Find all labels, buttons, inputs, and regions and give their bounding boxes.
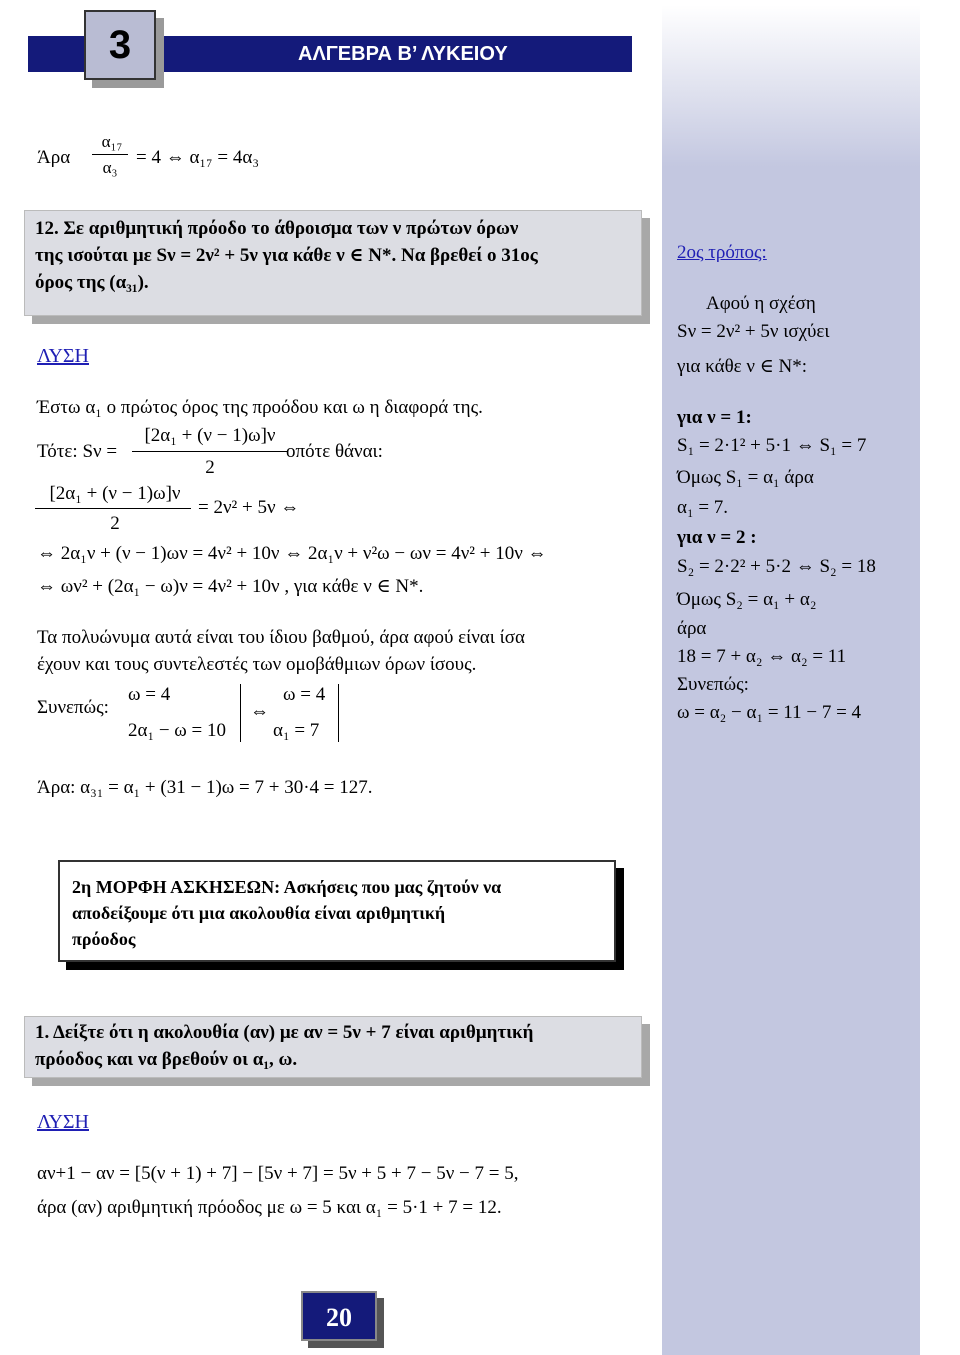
intro-frac-num: α₁₇ (101, 132, 123, 151)
sidebar-line6: Όμως S₁ = α₁ άρα (677, 467, 814, 488)
solution1-line2-prefix: Τότε: Sν = (37, 441, 118, 462)
problem12-line2: της ισούται με Sν = 2ν² + 5ν για κάθε ν ∈ N*. Να βρεθεί ο 31ος (35, 245, 538, 266)
form2-box (58, 860, 616, 962)
intro-rest: = 4 ⇔ α₁₇ = 4α₃ (136, 147, 259, 168)
system-arrow: ⇔ (250, 701, 269, 722)
sidebar-line14: ω = α₂ − α₁ = 11 − 7 = 4 (677, 702, 862, 723)
system-left-eq2: 2α₁ − ω = 10 (128, 720, 227, 741)
problem1-box (24, 1016, 642, 1078)
intro-frac-bar (92, 154, 128, 155)
sidebar-line8: για ν = 2 : (677, 527, 757, 548)
solution1-line4: ⇔ 2α₁ν + (ν − 1)ων = 4ν² + 10ν ⇔ 2α₁ν + ν²ω − ων = 4ν² + 10ν ⇔ (37, 543, 547, 564)
solution1-line1: Έστω α₁ ο πρώτος όρος της προόδου και ω η διαφορά της. (37, 397, 483, 418)
solution2-line2: άρα (αν) αριθμητική πρόοδος με ω = 5 και α₁ = 5·1 + 7 = 12. (37, 1197, 502, 1218)
sidebar-line1: Αφού η σχέση (706, 293, 816, 314)
problem12-line1: 12. Σε αριθμητική πρόοδο το άθροισμα των ν πρώτων όρων (35, 218, 519, 239)
problem1-line1: 1. Δείξτε ότι η ακολουθία (αν) με αν = 5ν + 7 είναι αριθμητική (35, 1022, 534, 1043)
sidebar-line5: S₁ = 2·1² + 5·1 ⇔ S₁ = 7 (677, 435, 867, 456)
system-right-eq1: ω = 4 (283, 684, 326, 705)
solution1-line2-frac-bar (132, 451, 288, 452)
sidebar-line13: Συνεπώς: (677, 674, 749, 695)
solution1-line3-frac-den: 2 (110, 513, 120, 534)
sidebar-line3: για κάθε ν ∈ N*: (677, 356, 808, 377)
intro-prefix: Άρα (37, 147, 71, 168)
sidebar-line9: S₂ = 2·2² + 5·2 ⇔ S₂ = 18 (677, 556, 876, 577)
page-number: 20 (301, 1291, 377, 1341)
problem12-line3: όρος της (α₃₁). (35, 272, 149, 293)
form2-line3: πρόοδος (72, 929, 136, 949)
solution2-line1: αν+1 − αν = [5(ν + 1) + 7] − [5ν + 7] = 5ν + 5 + 7 − 5ν − 7 = 5, (37, 1163, 519, 1184)
sidebar-line4: για ν = 1: (677, 407, 752, 428)
system-brace-left (232, 684, 241, 742)
sidebar-heading: 2ος τρόπος: (677, 242, 767, 263)
sidebar-line10: Όμως S₂ = α₁ + α₂ (677, 589, 817, 610)
solution1-line2-suffix: οπότε θάναι: (286, 441, 383, 462)
sidebar-line11: άρα (677, 618, 707, 639)
form2-line2: αποδείξουμε ότι μια ακολουθία είναι αριθμητική (72, 903, 446, 923)
solution1-line2-frac-den: 2 (205, 457, 215, 478)
solution1-therefore: Συνεπώς: (37, 697, 109, 718)
intro-frac-den: α₃ (102, 158, 118, 177)
solution1-line5: ⇔ ων² + (2α₁ − ω)ν = 4ν² + 10ν , για κάθε ν ∈ N*. (37, 576, 424, 597)
system-right-eq2: α₁ = 7 (273, 720, 320, 741)
sidebar-line7: α₁ = 7. (677, 497, 729, 518)
solution2-heading: ΛΥΣΗ (37, 1111, 89, 1133)
solution1-line7: έχουν και τους συντελεστές των ομοβάθμιων όρων ίσους. (37, 654, 477, 675)
solution1-line3-frac-bar (35, 508, 191, 509)
system-left-eq1: ω = 4 (128, 684, 171, 705)
chapter-number: 3 (84, 10, 156, 80)
solution1-line3-frac-num: [2α₁ + (ν − 1)ω]ν (49, 483, 181, 504)
form2-line1: 2η ΜΟΡΦΗ ΑΣΚΗΣΕΩΝ: Ασκήσεις που μας ζητούν να (72, 877, 502, 897)
sidebar-line2: Sν = 2ν² + 5ν ισχύει (677, 321, 830, 342)
solution1-line6: Τα πολυώνυμα αυτά είναι του ίδιου βαθμού, άρα αφού είναι ίσα (37, 627, 525, 648)
problem1-line2: πρόοδος και να βρεθούν οι α₁, ω. (35, 1049, 298, 1070)
solution1-line3-rest: = 2ν² + 5ν ⇔ (198, 497, 300, 518)
solution1-heading: ΛΥΣΗ (37, 345, 89, 367)
book-title: ΑΛΓΕΒΡΑ Β’ ΛΥΚΕΙΟΥ (298, 43, 508, 65)
problem12-box (24, 210, 642, 316)
solution1-line2-frac-num: [2α₁ + (ν − 1)ω]ν (144, 425, 276, 446)
system-brace-right (330, 684, 339, 742)
sidebar-line12: 18 = 7 + α₂ ⇔ α₂ = 11 (677, 646, 847, 667)
solution1-answer: Άρα: α₃₁ = α₁ + (31 − 1)ω = 7 + 30·4 = 127. (37, 777, 373, 798)
